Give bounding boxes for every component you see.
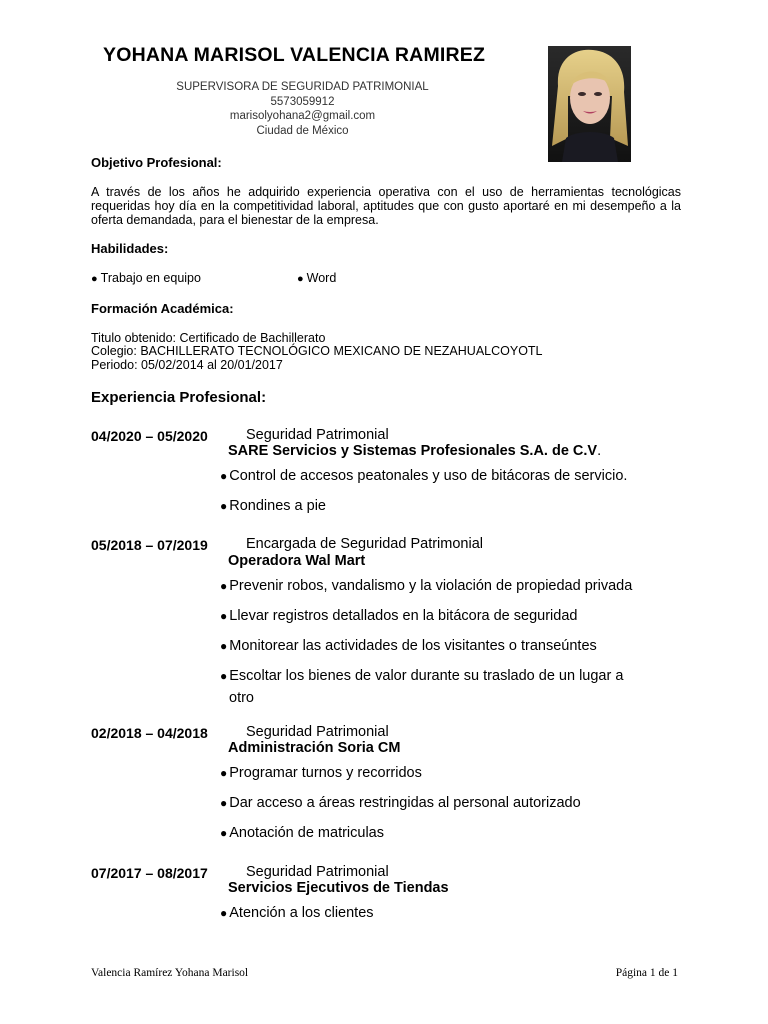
footer-page-number: Página 1 de 1 [615,967,678,979]
bullet-icon: ● [220,796,228,810]
bullet-icon: ● [220,639,228,653]
job-dates: 07/2017 – 08/2017 [91,865,208,881]
bullet-icon: ● [220,906,228,920]
company-suffix: . [597,443,602,459]
education-degree: Titulo obtenido: Certificado de Bachillerato [91,331,326,345]
job-role: Seguridad Patrimonial [246,427,389,443]
duty-text: Atención a los clientes [229,905,374,921]
job-duty [220,795,581,811]
job-company [228,443,601,459]
skill-item [297,271,336,285]
job-dates: 05/2018 – 07/2019 [91,537,208,553]
duty-text: Llevar registros detallados en la bitácora de seguridad [229,608,578,624]
duty-text: Anotación de matriculas [229,825,384,841]
objective-heading: Objetivo Profesional: [91,155,222,170]
skill-label: Trabajo en equipo [100,271,201,285]
job-position: SUPERVISORA DE SEGURIDAD PATRIMONIAL [176,81,429,93]
skill-item [91,271,201,285]
bullet-icon: ● [220,826,228,840]
job-duty [220,825,384,841]
education-heading: Formación Académica: [91,301,234,316]
job-duty [220,468,627,484]
bullet-icon: ● [220,499,228,513]
education-period: Periodo: 05/02/2014 al 20/01/2017 [91,358,283,372]
city: Ciudad de México [256,125,349,137]
phone-number: 5573059912 [270,96,335,108]
job-duty [220,498,326,514]
profile-photo [548,46,631,162]
job-duty [220,608,577,624]
bullet-icon: ● [220,469,228,483]
duty-text: Prevenir robos, vandalismo y la violación de propiedad privada [229,578,633,594]
skills-heading: Habilidades: [91,241,169,256]
job-role: Encargada de Seguridad Patrimonial [246,536,483,552]
bullet-icon: ● [297,273,304,285]
job-company: Servicios Ejecutivos de Tiendas [228,880,449,896]
job-duty [220,638,597,654]
duty-text: Control de accesos peatonales y uso de bitácoras de servicio. [229,468,628,484]
bullet-icon: ● [220,609,228,623]
duty-text: Programar turnos y recorridos [229,765,422,781]
objective-text: A través de los años he adquirido experiencia operativa con el uso de herramientas tecnológicas requeridas hoy día en la competitividad laboral, aptitudes que con gusto aportaré en mi desempeño a la oferta demandada, para el bienestar de la empresa. [91,185,681,227]
duty-text: Monitorear las actividades de los visitantes o transeúntes [229,638,597,654]
bullet-icon: ● [91,273,98,285]
job-role: Seguridad Patrimonial [246,864,389,880]
bullet-icon: ● [220,766,228,780]
footer-author: Valencia Ramírez Yohana Marisol [91,967,249,979]
experience-heading: Experiencia Profesional: [91,389,267,406]
job-dates: 04/2020 – 05/2020 [91,428,208,444]
job-duty [220,578,632,594]
education-school: Colegio: BACHILLERATO TECNOLÓGICO MEXICANO DE NEZAHUALCOYOTL [91,344,543,358]
job-company: Operadora Wal Mart [228,553,366,569]
resume-name: YOHANA MARISOL VALENCIA RAMIREZ [103,44,486,66]
duty-text: Dar acceso a áreas restringidas al personal autorizado [229,795,581,811]
duty-text: Rondines a pie [229,498,326,514]
skill-label: Word [306,271,337,285]
job-duty [220,905,374,921]
duty-text: Escoltar los bienes de valor durante su traslado de un lugar a [229,668,624,684]
bullet-icon: ● [220,579,228,593]
job-dates: 02/2018 – 04/2018 [91,725,208,741]
company-name: SARE Servicios y Sistemas Profesionales S.A. de C.V [228,443,598,459]
email-address: marisolyohana2@gmail.com [229,110,376,122]
job-role: Seguridad Patrimonial [246,724,389,740]
job-duty [220,668,623,684]
job-duty [220,765,422,781]
bullet-icon: ● [220,669,228,683]
job-company: Administración Soria CM [228,740,401,756]
duty-continuation: otro [229,690,254,706]
